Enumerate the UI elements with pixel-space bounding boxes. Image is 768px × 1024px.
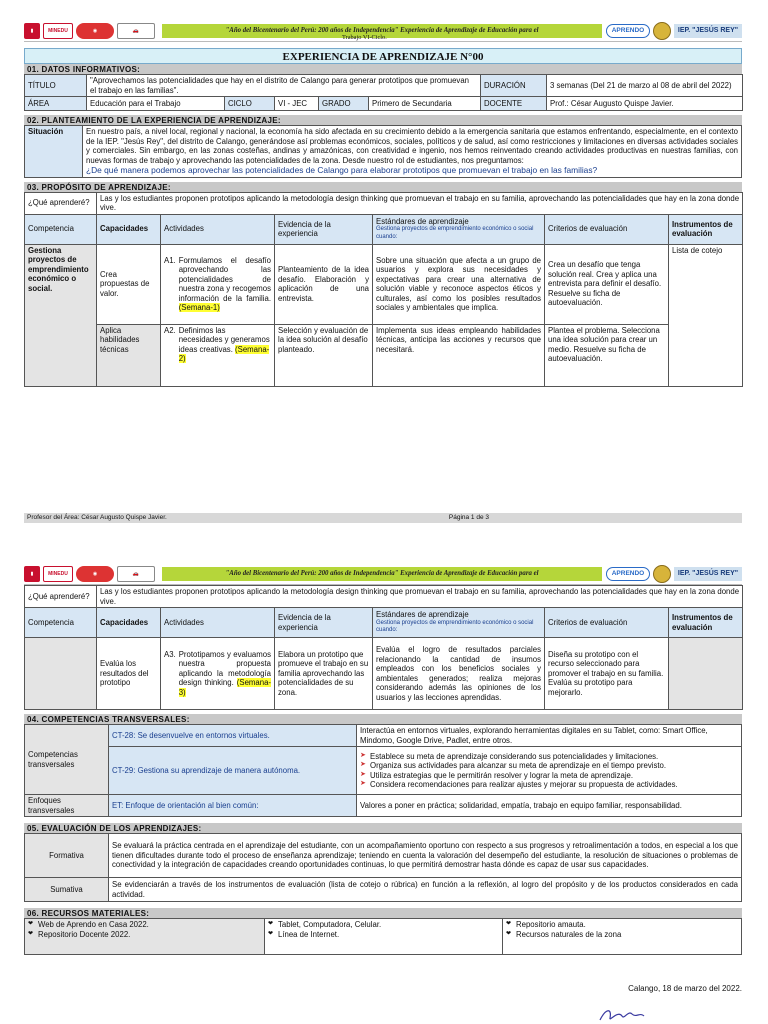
col-actividades: Actividades	[161, 214, 275, 244]
planteamiento-table	[24, 125, 742, 178]
recurso-item: ❤ Recursos naturales de la zona	[506, 930, 738, 940]
duracion-label: DURACIÓN	[481, 75, 547, 97]
school-seal-icon	[653, 22, 671, 40]
car-logo: 🚗	[117, 566, 155, 582]
school-name: IEP. "JESÚS REY"	[674, 24, 742, 38]
col-competencia: Competencia	[25, 608, 97, 638]
page-1	[24, 20, 742, 387]
recurso-item: ❤ Línea de Internet.	[268, 930, 499, 940]
duracion-value: 3 semanas (Del 21 de marzo al 08 de abril del 2022)	[547, 75, 743, 97]
que-aprendere-text: Las y los estudiantes proponen prototipos aplicando la metodología design thinking que promuevan el trabajo en su familia, aprovechando las potencialidades que hay en la zona donde vive.	[97, 192, 743, 214]
situacion-text	[83, 126, 742, 178]
section-heading-2: 02. PLANTEAMIENTO DE LA EXPERIENCIA DE APRENDIZAJE:	[24, 115, 742, 125]
section-heading-4: 04. COMPETENCIAS TRANSVERSALES:	[24, 714, 742, 724]
competencias-transversales-table	[24, 724, 742, 817]
formativa-label: Formativa	[25, 834, 109, 878]
section-heading-3: 03. PROPÓSITO DE APRENDIZAJE:	[24, 182, 742, 192]
ciclo-value: VI - JEC	[275, 97, 319, 111]
criterios-cell: Crea un desafío que tenga solución real. Crea y aplica una entrevista para definir el desafío. Resuelve su ficha de autoevaluación.	[545, 244, 669, 324]
criterios-cell: Diseña su prototipo con el recurso seleccionado para promover el trabajo en su familia. Evalúa su prototipo para mejorarlo.	[545, 638, 669, 710]
peru-logo: ▮	[24, 23, 40, 39]
actividad-number: A3.	[164, 649, 176, 659]
peru-logo: ▮	[24, 566, 40, 582]
ct29-description	[357, 747, 742, 795]
proposito-table-cont	[24, 585, 743, 710]
enfoques-label: Enfoques transversales	[25, 795, 109, 817]
col-evidencia: Evidencia de la experiencia	[275, 608, 373, 638]
col-instrumentos: Instrumentos de evaluación	[669, 214, 743, 244]
school-name: IEP. "JESÚS REY"	[674, 567, 742, 581]
col-criterios: Criterios de evaluación	[545, 214, 669, 244]
col-estandares-sub: Gestiona proyectos de emprendimiento económico o social cuando:	[376, 226, 534, 240]
ct29-item: ➤ Establece su meta de aprendizaje considerando sus potencialidades y limitaciones.	[360, 752, 738, 762]
datos-informativos-table	[24, 74, 743, 111]
formativa-text: Se evaluará la práctica centrada en el aprendizaje del estudiante, con un acompañamiento oportuno con respecto a sus progresos y retroalimentación a todos, en especial a los que tienen dificultades durante todo el proceso de enseñanza aprendizaje; teniendo en cuenta la valoración del desempeño del estudiante, la resolución de situaciones o problemas de conectividad y la integración de capacidades creando oportunidades continuas, lo que permitirá demostrar hasta dónde es capaz de usar sus capacidades.	[109, 834, 742, 878]
estandar-cell: Evalúa el logro de resultados parciales relacionando la cantidad de insumos empleados con los beneficios sociales y ambientales generados; realiza mejoras considerando además las opiniones de los usuarios y las lecciones aprendidas.	[373, 638, 545, 710]
actividad-number: A2.	[164, 325, 176, 335]
evidencia-cell: Elabora un prototipo que promueve el trabajo en su familia aprovechando las potencialidades de su zona.	[275, 638, 373, 710]
sumativa-text: Se evidenciarán a través de los instrumentos de evaluación (lista de cotejo o rúbrica) en función a la reflexión, al logro del propósito y de los productos considerados en cada actividad.	[109, 878, 742, 902]
evidencia-cell: Planteamiento de la idea desafío. Elaboración y aplicación de una entrevista.	[275, 244, 373, 324]
capacidad-cell: Evalúa los resultados del prototipo	[97, 638, 161, 710]
semana-tag: (Semana-1)	[178, 303, 220, 312]
col-estandares	[373, 214, 545, 244]
page-footer	[24, 513, 742, 523]
estandar-cell: Sobre una situación que afecta a un grupo de usuarios y explora sus necesidades y expectativas para crear una alternativa de solución viable y reconoce aspectos éticos y culturales, así como los posibles resultados sociales y ambientales que implica.	[373, 244, 545, 324]
col-estandares-sub: Gestiona proyectos de emprendimiento económico o social cuando:	[376, 619, 534, 634]
col-actividades: Actividades	[161, 608, 275, 638]
recurso-item: ❤ Tablet, Computadora, Celular.	[268, 920, 499, 930]
section-heading-6: 06. RECURSOS MATERIALES:	[24, 908, 742, 918]
instrumento-cell: Lista de cotejo	[669, 244, 743, 386]
ct29-item: ➤ Considera recomendaciones para realizar ajustes y mejorar su propuesta de actividades.	[360, 780, 738, 790]
actividad-text: Definimos las necesidades y generamos ideas creativas.	[178, 325, 270, 354]
closing-date: Calango, 18 de marzo del 2022.	[628, 984, 742, 993]
header-banner: "Año del Bicentenario del Perú: 200 años de Independencia" Experiencia de Aprendizaje de Educación para el	[162, 567, 602, 581]
instrumento-cell-empty	[669, 638, 743, 710]
ct28-label: CT-28: Se desenvuelve en entornos virtuales.	[109, 725, 357, 747]
semana-tag: (Semana-3)	[178, 678, 272, 697]
situacion-label: Situación	[25, 126, 83, 178]
situacion-question: ¿De qué manera podemos aprovechar las potencialidades de Calango para elaborar prototipos que promuevan el trabajo en las familias?	[86, 165, 598, 175]
docente-label: DOCENTE	[481, 97, 547, 111]
actividad-text: Formulamos el desafío aprovechando las potencialidades de nuestra zona y recogemos información de la familia.	[178, 255, 271, 303]
grado-value: Primero de Secundaria	[369, 97, 481, 111]
col-instrumentos: Instrumentos de evaluación	[669, 608, 743, 638]
ct29-item: ➤ Utiliza estrategias que le permitirán resolver y lograr la meta de aprendizaje.	[360, 771, 738, 781]
ministerio-logo: MINEDU	[43, 566, 73, 582]
proposito-table	[24, 192, 743, 387]
area-value: Educación para el Trabajo	[87, 97, 225, 111]
evaluacion-table	[24, 833, 742, 902]
actividad-cell	[161, 324, 275, 386]
docente-value: Prof.: César Augusto Quispe Javier.	[547, 97, 743, 111]
page-2	[24, 563, 742, 955]
titulo-value: "Aprovechamos las potencialidades que hay en el distrito de Calango para generar prototipos que promuevan el trabajo en las familias".	[87, 75, 481, 97]
col-competencia: Competencia	[25, 214, 97, 244]
competencias-label: Competencias transversales	[25, 725, 109, 795]
competencia-cell: Gestiona proyectos de emprendimiento económico o social.	[25, 244, 97, 386]
ciclo-label: CICLO	[225, 97, 275, 111]
col-estandares-title: Estándares de aprendizaje	[376, 610, 469, 620]
et-description: Valores a poner en práctica; solidaridad, empatía, trabajo en equipo familiar, responsabilidad.	[357, 795, 742, 817]
evidencia-cell: Selección y evaluación de la idea solución al desafío planteado.	[275, 324, 373, 386]
col-capacidades: Capacidades	[97, 608, 161, 638]
bicentenario-logo: ◉	[76, 566, 114, 582]
aprendo-en-casa-logo: APRENDO	[606, 24, 650, 38]
actividad-number: A1.	[164, 255, 176, 265]
situacion-body: En nuestro país, a nivel local, regional y nacional, la economía ha sido afectada en su crecimiento debido a la emergencia sanitaria que estamos enfrentando, especialmente, en el contexto de la IEP. "Jesús Rey", del distrito de Calango, generándose así problemas económicos, sociales, políticos y de salud, así como restricciones y limitaciones en diversas actividades sociales y comerciales. Sin embargo, en las zonas costeñas, andinas y amazónicas, con creatividad e ingenio, nos hemos reinventado creando actividades productivas en nuestras familias, con nuevas formas de trabajo y aprovechando las potencialidades de la zona. Desde nuestro rol de estudiantes, nos preguntamos:	[86, 127, 738, 165]
school-seal-icon	[653, 565, 671, 583]
recursos-col-3	[503, 919, 742, 955]
aprendo-en-casa-logo: APRENDO	[606, 567, 650, 581]
document-title: EXPERIENCIA DE APRENDIZAJE N°00	[24, 48, 742, 64]
col-evidencia: Evidencia de la experiencia	[275, 214, 373, 244]
ct29-label: CT-29: Gestiona su aprendizaje de manera autónoma.	[109, 747, 357, 795]
titulo-label: TÍTULO	[25, 75, 87, 97]
signature-icon	[596, 1004, 656, 1024]
area-label: ÁREA	[25, 97, 87, 111]
col-estandares	[373, 608, 545, 638]
recurso-item: ❤ Repositorio amauta.	[506, 920, 738, 930]
page-header	[24, 20, 742, 42]
sumativa-label: Sumativa	[25, 878, 109, 902]
col-criterios: Criterios de evaluación	[545, 608, 669, 638]
ct28-description: Interactúa en entornos virtuales, explorando herramientas digitales en su Tablet, como: Smart Office, Mindomo, Google Drive, Padlet, entre otros.	[357, 725, 742, 747]
capacidad-cell: Crea propuestas de valor.	[97, 244, 161, 324]
footer-teacher: Profesor del Área: César Augusto Quispe Javier.	[27, 514, 167, 521]
grado-label: GRADO	[319, 97, 369, 111]
que-aprendere-text: Las y los estudiantes proponen prototipos aplicando la metodología design thinking que promuevan el trabajo en su familia, aprovechando las potencialidades que hay en la zona donde vive.	[97, 586, 743, 608]
col-estandares-title: Estándares de aprendizaje	[376, 216, 469, 226]
competencia-cell-empty	[25, 638, 97, 710]
recursos-table	[24, 918, 742, 955]
actividad-cell	[161, 638, 275, 710]
actividad-cell	[161, 244, 275, 324]
header-banner: "Año del Bicentenario del Perú: 200 años de Independencia" Experiencia de Aprendizaje de Educación para el	[162, 24, 602, 38]
ministerio-logo: MINEDU	[43, 23, 73, 39]
col-capacidades: Capacidades	[97, 214, 161, 244]
page-header	[24, 563, 742, 585]
recursos-col-2	[265, 919, 503, 955]
car-logo: 🚗	[117, 23, 155, 39]
semana-tag: (Semana-2)	[178, 344, 270, 363]
recurso-item: ❤ Web de Aprendo en Casa 2022.	[28, 920, 261, 930]
criterios-cell: Plantea el problema. Selecciona una idea solución para crear un medio. Resuelve su ficha de autoevaluación.	[545, 324, 669, 386]
ct29-item: ➤ Organiza sus actividades para alcanzar su meta de aprendizaje en el tiempo previsto.	[360, 761, 738, 771]
bicentenario-logo: ◉	[76, 23, 114, 39]
que-aprendere-label: ¿Qué aprenderé?	[25, 192, 97, 214]
estandar-cell: Implementa sus ideas empleando habilidades técnicas, anticipa las acciones y recursos que necesitará.	[373, 324, 545, 386]
section-heading-1: 01. DATOS INFORMATIVOS:	[24, 64, 742, 74]
actividad-text: Prototipamos y evaluamos nuestra propuesta aplicando la metodología design thinking.	[178, 649, 271, 688]
header-banner-sub: Trabajo VI-Ciclo.	[342, 34, 387, 41]
que-aprendere-label: ¿Qué aprenderé?	[25, 586, 97, 608]
footer-page-number: Página 1 de 3	[448, 514, 489, 521]
recursos-col-1	[25, 919, 265, 955]
recurso-item: ❤ Repositorio Docente 2022.	[28, 930, 261, 940]
et-label: ET: Enfoque de orientación al bien común:	[109, 795, 357, 817]
capacidad-cell: Aplica habilidades técnicas	[97, 324, 161, 386]
section-heading-5: 05. EVALUACIÓN DE LOS APRENDIZAJES:	[24, 823, 742, 833]
